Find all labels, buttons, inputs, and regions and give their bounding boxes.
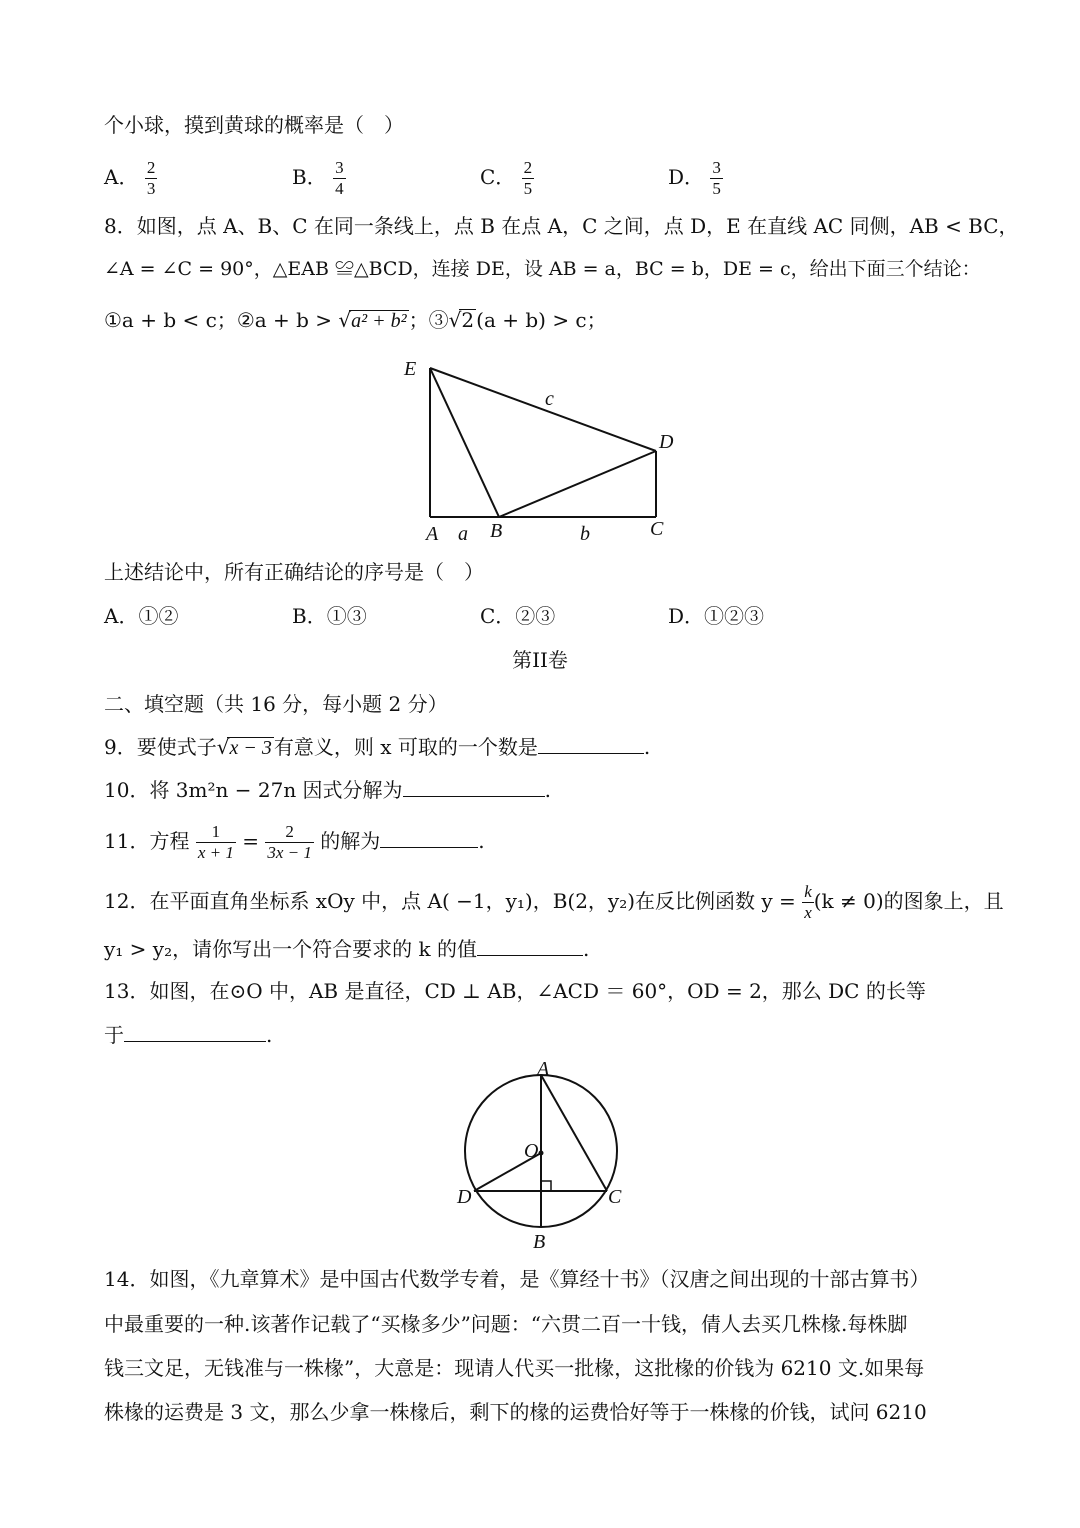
part-title: 第II卷 (512, 648, 568, 672)
q9-prefix: 9．要使式子 (104, 735, 217, 759)
answer-blank[interactable] (380, 827, 478, 848)
fraction: $\frac{k}{x}$ (804, 882, 812, 922)
q8-option-a: A．①② (104, 604, 179, 628)
q8-option-c: C．②③ (480, 604, 556, 628)
segment-ed (430, 368, 656, 451)
conclusion-1: ①a + b < c； (104, 308, 237, 332)
radicand: x − 3 (229, 737, 272, 759)
label-c: C (608, 1186, 622, 1208)
q8-line2: ∠A = ∠C = 90°，△EAB ≌△BCD，连接 DE，设 AB = a，BC = b，DE = c，给出下面三个结论： (104, 258, 981, 280)
q8-option-d: D．①②③ (668, 604, 765, 628)
fraction: $\frac{2}{3}$ (146, 158, 156, 198)
q9-text: 有意义，则 x 可取的一个数是 (273, 735, 538, 759)
q14-line: 株椽的运费是 3 文，那么少拿一株椽后，剩下的椽的运费恰好等于一株椽的价钱，试问 6210 (104, 1400, 927, 1424)
radicand: a² + b² (351, 310, 407, 332)
q11: 11．方程 $\frac{1}{x + 1}$ = $\frac{2}{3x - 1}$ 的解为 . (104, 822, 485, 862)
fraction: $\frac{3}{4}$ (335, 158, 344, 198)
q12-text-2: (k ≠ 0)的图象上，且 (813, 889, 1004, 913)
fraction: $\frac{3}{5}$ (712, 158, 721, 198)
label-d: D (457, 1186, 472, 1208)
q13-line2: 于 . (104, 1023, 273, 1047)
label-b: B (533, 1231, 546, 1253)
conclusion-3: (a + b) > c； (476, 308, 607, 332)
q8-option-b: B．①③ (292, 604, 367, 628)
label-a-len: a (458, 523, 468, 545)
q12-line2: y₁ > y₂，请你写出一个符合要求的 k 的值 . (104, 937, 590, 961)
option-letter: B． (292, 165, 327, 189)
label-d: D (659, 431, 674, 453)
q14-line: 中最重要的一种.该著作记载了“买椽多少”问题：“六贯二百一十钱，倩人去买几株椽.每株脚 (104, 1312, 908, 1336)
segment-bd (499, 451, 656, 517)
q14-line: 钱三文足，无钱准与一株椽”，大意是：现请人代买一批椽，这批椽的价钱为 6210 文.如果每 (104, 1356, 925, 1380)
q11-prefix: 11．方程 (104, 829, 190, 853)
sqrt-icon: √ (216, 735, 230, 759)
sqrt-icon: √ (338, 308, 352, 332)
q12-text: 12．在平面直角坐标系 xOy 中，点 A( −1，y₁)，B(2，y₂)在反比例函数 y = (104, 889, 796, 913)
q10: 10．将 3m²n − 27n 因式分解为 . (104, 778, 551, 802)
q9: 9．要使式子√x − 3 有意义，则 x 可取的一个数是 . (104, 735, 651, 759)
q7-tail: 个小球，摸到黄球的概率是（ ） (104, 113, 404, 137)
q8-question: 上述结论中，所有正确结论的序号是（ ） (104, 560, 484, 584)
answer-blank[interactable] (124, 1021, 266, 1042)
q8-line1: 8．如图，点 A、B、C 在同一条线上，点 B 在点 A，C 之间，点 D，E 在直线 AC 同侧，AB < BC， (104, 214, 1019, 238)
fraction: $\frac{1}{x + 1}$ (197, 822, 234, 862)
q10-text: 10．将 3m²n − 27n 因式分解为 (104, 778, 403, 802)
center-dot (539, 1151, 544, 1156)
sqrt-icon: √ (448, 308, 462, 332)
q11-text: 的解为 (320, 829, 381, 853)
fraction: $\frac{2}{3x - 1}$ (267, 822, 312, 862)
answer-blank[interactable] (538, 733, 644, 754)
q12-line1 (104, 882, 1004, 923)
right-angle-mark (541, 1181, 551, 1191)
label-c: C (650, 518, 664, 540)
label-c-len: c (545, 388, 554, 410)
conclusion-3-label: ；③ (408, 308, 449, 332)
fraction: $\frac{2}{5}$ (523, 158, 533, 198)
label-o: O (524, 1140, 539, 1162)
radicand: 2 (461, 308, 475, 332)
answer-blank[interactable] (403, 776, 545, 797)
q13-line1: 13．如图，在⊙O 中，AB 是直径，CD ⊥ AB，∠ACD ＝ 60°，OD = 2，那么 DC 的长等 (104, 979, 926, 1003)
q14-line: 14．如图，《九章算术》是中国古代数学专着，是《算经十书》（汉唐之间出现的十部古算书） (104, 1267, 930, 1291)
label-b: B (490, 520, 503, 542)
conclusion-2: ②a + b > (236, 308, 339, 332)
label-a: A (537, 1058, 550, 1080)
section-heading: 二、填空题（共 16 分，每小题 2 分） (104, 692, 448, 716)
segment-ac (541, 1075, 607, 1191)
q12-text-3: y₁ > y₂，请你写出一个符合要求的 k 的值 (104, 937, 477, 961)
label-a: A (426, 523, 439, 545)
answer-blank[interactable] (477, 935, 583, 956)
option-letter: C． (480, 165, 516, 189)
option-letter: A． (104, 165, 139, 189)
label-b-len: b (580, 523, 590, 545)
label-e: E (404, 358, 417, 380)
option-letter: D． (668, 165, 705, 189)
